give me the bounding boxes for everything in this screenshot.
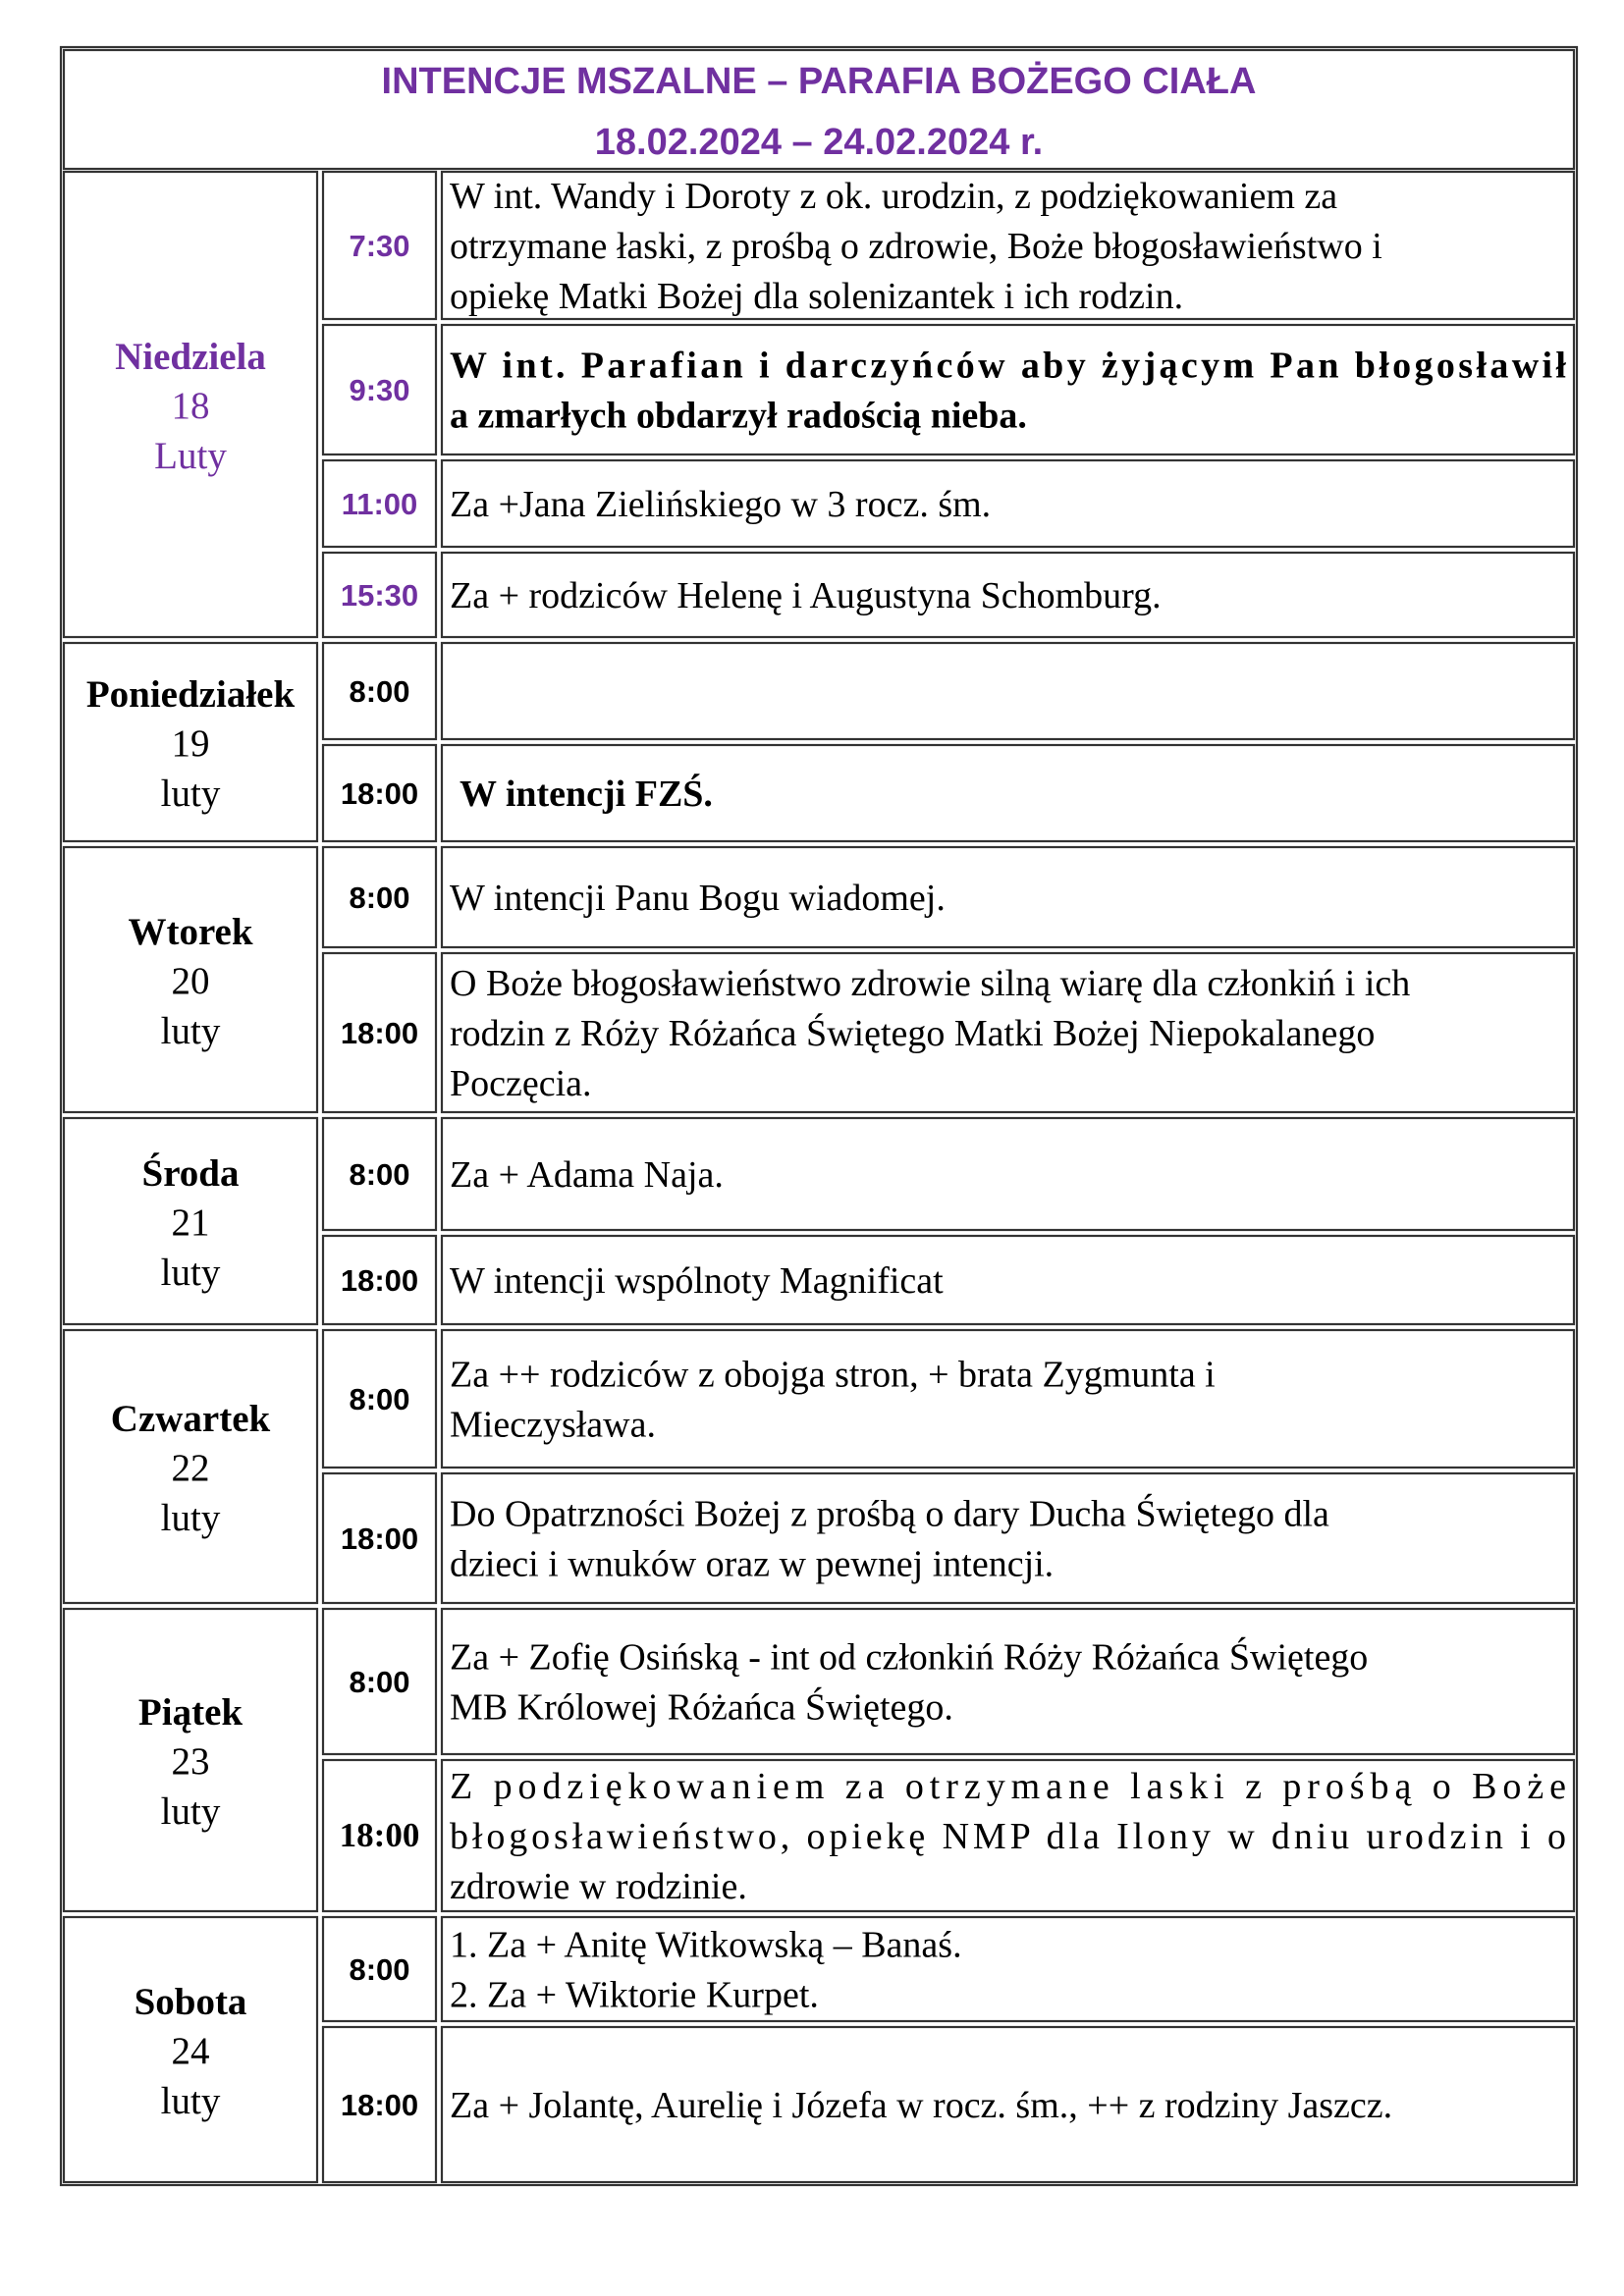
day-number: 19 xyxy=(171,722,210,765)
intention-line: Za +Jana Zielińskiego w 3 rocz. śm. xyxy=(450,484,992,525)
mass-time: 18:00 xyxy=(340,1016,419,1050)
intention-line: Za + Adama Naja. xyxy=(450,1154,724,1196)
date-range: 18.02.2024 – 24.02.2024 r. xyxy=(594,122,1044,163)
day-month: luty xyxy=(160,1497,221,1539)
mass-time: 18:00 xyxy=(340,776,419,811)
intention-line: W intencji Panu Bogu wiadomej. xyxy=(450,878,946,919)
intention-line: Z podziękowaniem za otrzymane laski z prośbą o Boże xyxy=(450,1766,1566,1807)
intention-line: 2. Za + Wiktorie Kurpet. xyxy=(450,1974,819,2016)
intention-line: otrzymane łaski, z prośbą o zdrowie, Boże błogosławieństwo i xyxy=(450,226,1382,267)
day-name: Czwartek xyxy=(110,1398,271,1440)
mass-time: 18:00 xyxy=(340,1522,419,1556)
intention-line: opiekę Matki Bożej dla solenizantek i ich rodzin. xyxy=(450,276,1184,317)
day-number: 24 xyxy=(171,2030,210,2072)
intention-line: a zmarłych obdarzył radością nieba. xyxy=(450,395,1027,437)
day-name: Poniedziałek xyxy=(85,673,296,716)
mass-time: 9:30 xyxy=(349,373,410,407)
day-number: 20 xyxy=(171,960,210,1002)
day-month: luty xyxy=(160,1790,221,1833)
day-name: Środa xyxy=(141,1152,240,1195)
intention-line: Poczęcia. xyxy=(450,1063,592,1104)
intention-line: Za + rodziców Helenę i Augustyna Schomburg. xyxy=(450,575,1162,616)
intention-line: W intencji wspólnoty Magnificat xyxy=(450,1260,944,1302)
intention-line: rodzin z Róży Różańca Świętego Matki Bożej Niepokalanego xyxy=(450,1013,1376,1054)
day-number: 23 xyxy=(171,1740,210,1783)
intention-line: W intencji FZŚ. xyxy=(460,774,713,815)
day-month: Luty xyxy=(154,435,227,477)
intention-line: dzieci i wnuków oraz w pewnej intencji. xyxy=(450,1543,1055,1585)
intention-line: MB Królowej Różańca Świętego. xyxy=(450,1686,953,1729)
page-title: INTENCJE MSZALNE – PARAFIA BOŻEGO CIAŁA xyxy=(381,61,1257,102)
intention-line: Za + Zofię Osińską - int od członkiń Róży Różańca Świętego xyxy=(450,1636,1369,1679)
intention-cell xyxy=(442,643,1574,739)
mass-time: 7:30 xyxy=(349,229,410,263)
day-number: 21 xyxy=(171,1201,210,1244)
mass-time: 8:00 xyxy=(349,1952,410,1987)
intention-line: O Boże błogosławieństwo zdrowie silną wiarę dla członkiń i ich xyxy=(450,963,1411,1004)
table-header xyxy=(382,61,1257,163)
mass-time: 18:00 xyxy=(339,1816,420,1854)
day-month: luty xyxy=(160,1010,221,1052)
intention-cell xyxy=(442,1330,1574,1468)
day-month: luty xyxy=(160,1252,221,1294)
intention-line: błogosławieństwo, opiekę NMP dla Ilony w dniu urodzin i o xyxy=(450,1816,1566,1857)
day-month: luty xyxy=(160,2080,221,2122)
intention-cell xyxy=(442,1609,1574,1754)
intention-line: W int. Parafian i darczyńców aby żyjącym Pan błogosławił xyxy=(450,345,1566,387)
day-number: 18 xyxy=(171,385,210,427)
day-name: Wtorek xyxy=(128,911,253,953)
intention-line: zdrowie w rodzinie. xyxy=(450,1866,747,1907)
mass-time: 8:00 xyxy=(349,1157,410,1192)
intention-line: Za + Jolantę, Aurelię i Józefa w rocz. śm., ++ z rodziny Jaszcz. xyxy=(450,2085,1393,2126)
mass-time: 18:00 xyxy=(340,1263,419,1298)
mass-time: 15:30 xyxy=(340,578,419,613)
mass-time: 8:00 xyxy=(349,1665,410,1699)
intention-line: W int. Wandy i Doroty z ok. urodzin, z podziękowaniem za xyxy=(450,176,1338,217)
mass-time: 8:00 xyxy=(349,881,410,915)
intention-line: 1. Za + Anitę Witkowską – Banaś. xyxy=(450,1924,962,1966)
day-name: Sobota xyxy=(134,1981,247,2023)
mass-time: 8:00 xyxy=(349,1382,410,1416)
intention-line: Za ++ rodziców z obojga stron, + brata Zygmunta i xyxy=(450,1354,1216,1396)
table-body xyxy=(86,176,1567,2126)
mass-time: 8:00 xyxy=(349,674,410,709)
mass-time: 11:00 xyxy=(341,487,418,521)
day-month: luty xyxy=(160,773,221,815)
mass-time: 18:00 xyxy=(340,2088,419,2122)
day-name: Niedziela xyxy=(115,336,266,378)
intention-line: Mieczysława. xyxy=(450,1404,656,1446)
day-number: 22 xyxy=(171,1447,210,1489)
day-name: Piątek xyxy=(137,1691,244,1734)
intention-line: Do Opatrzności Bożej z prośbą o dary Ducha Świętego dla xyxy=(450,1493,1329,1535)
